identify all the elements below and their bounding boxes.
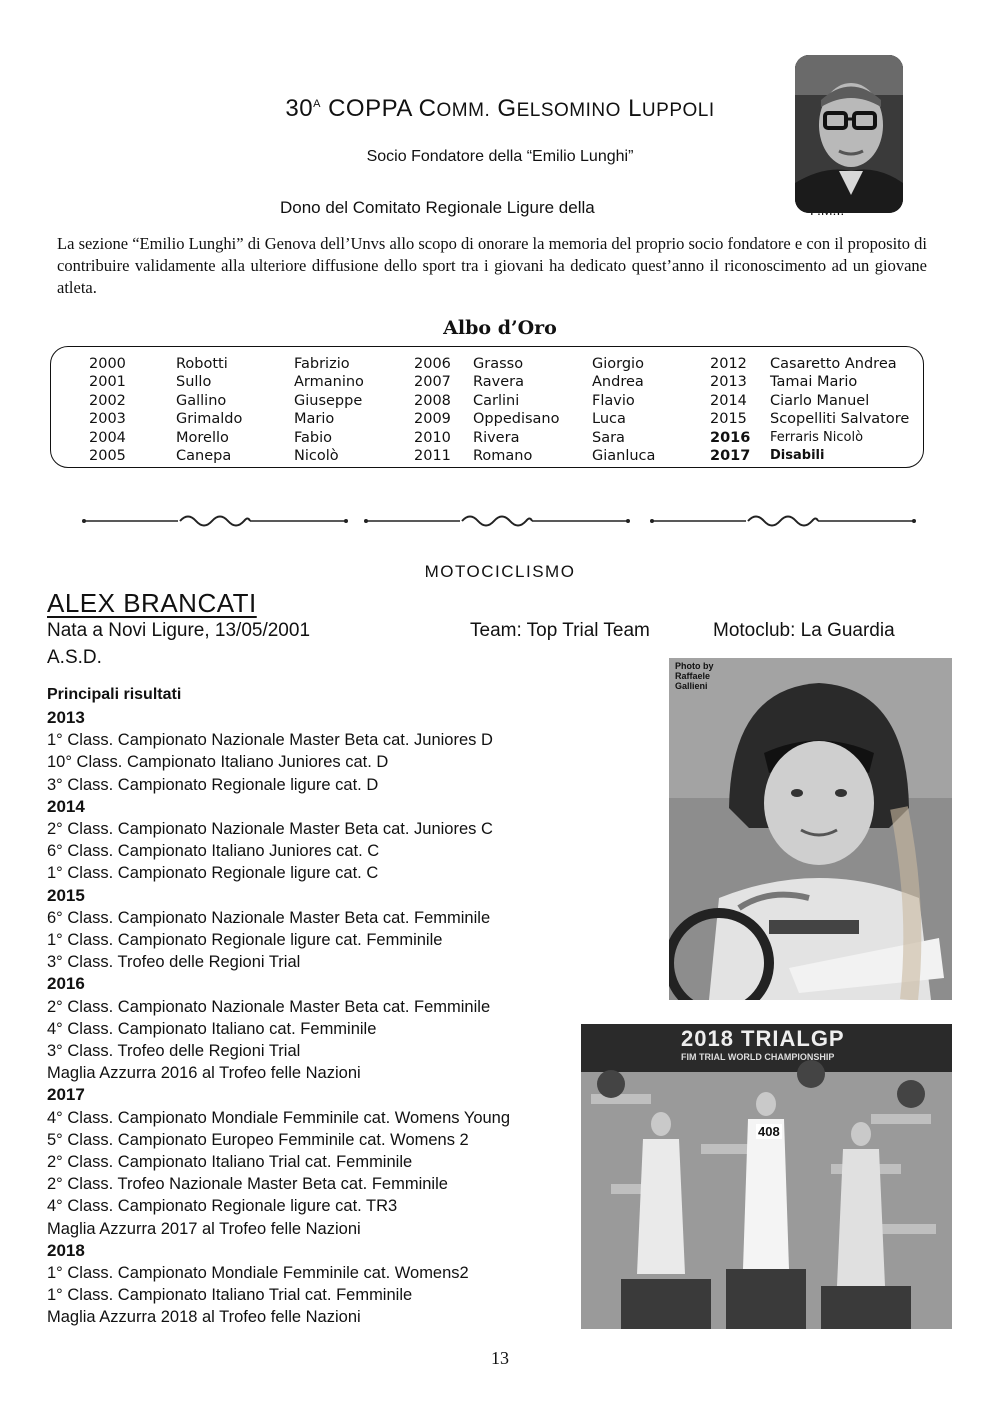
result-item: 4° Class. Campionato Italiano cat. Femminile <box>47 1019 377 1038</box>
albo-cell-y1: 2002 <box>89 392 126 409</box>
albo-cell-w3: Scopelliti Salvatore <box>770 411 910 428</box>
albo-cell-n1: Mario <box>294 411 335 428</box>
albo-cell-n2: Giorgio <box>592 356 644 372</box>
result-item: 1° Class. Campionato Italiano Trial cat. Femminile <box>47 1286 413 1305</box>
result-item: 1° Class. Campionato Regionale ligure cat. C <box>47 864 379 883</box>
albo-cell-n2: Flavio <box>592 392 635 409</box>
results-year: 2015 <box>47 885 85 905</box>
albo-cell-y2: 2010 <box>414 429 451 446</box>
result-item: 2° Class. Trofeo Nazionale Master Beta cat. Femminile <box>47 1175 448 1194</box>
albo-cell-s2: Ravera <box>473 374 524 391</box>
podium-banner: 2018 TRIALGP <box>681 1026 845 1051</box>
result-item: 10° Class. Campionato Italiano Juniores cat. D <box>47 753 389 772</box>
albo-cell-y1: 2003 <box>89 411 126 428</box>
albo-cell-y3: 2015 <box>710 411 747 428</box>
result-item: Maglia Azzurra 2018 al Trofeo felle Nazioni <box>47 1308 361 1327</box>
albo-cell-w3: Ferraris Nicolò <box>770 429 864 445</box>
results-list <box>47 707 587 1329</box>
albo-cell-y3: 2014 <box>710 392 747 409</box>
albo-cell-y2: 2011 <box>414 448 451 464</box>
albo-cell-n2: Gianluca <box>592 448 656 464</box>
albo-heading: Albo d’Oro <box>443 317 557 339</box>
page-number: 13 <box>491 1348 509 1368</box>
albo-cell-n1: Fabrizio <box>294 356 350 372</box>
results-year: 2016 <box>47 974 85 994</box>
albo-cell-w3: Tamai Mario <box>770 374 858 391</box>
albo-table <box>50 346 924 468</box>
podium-subbanner: FIM TRIAL WORLD CHAMPIONSHIP <box>681 1052 835 1062</box>
result-item: 1° Class. Campionato Regionale ligure cat. Femminile <box>47 931 443 950</box>
albo-cell-w3: Ciarlo Manuel <box>770 392 870 409</box>
athlete-club-cont: A.S.D. <box>47 647 102 668</box>
section-heading: MOTOCICLISMO <box>424 562 576 581</box>
albo-cell-s1: Sullo <box>176 374 212 391</box>
albo-cell-s1: Robotti <box>176 356 228 372</box>
albo-cell-y2: 2008 <box>414 392 451 409</box>
result-item: 4° Class. Campionato Mondiale Femminile cat. Womens Young <box>47 1108 511 1127</box>
albo-cell-y3: 2017 <box>710 448 751 464</box>
result-item: Maglia Azzurra 2016 al Trofeo felle Nazioni <box>47 1064 361 1083</box>
athlete-name: ALEX BRANCATI <box>47 588 257 618</box>
result-item: 2° Class. Campionato Italiano Trial cat. Femminile <box>47 1153 413 1172</box>
albo-cell-y3: 2012 <box>710 356 747 372</box>
albo-cell-w3: Casaretto Andrea <box>770 356 897 372</box>
subtitle: Socio Fondatore della “Emilio Lunghi” <box>366 148 634 165</box>
result-item: 6° Class. Campionato Nazionale Master Beta cat. Femminile <box>47 908 491 927</box>
albo-cell-s1: Canepa <box>176 448 232 464</box>
results-year: 2014 <box>47 796 85 816</box>
albo-cell-y2: 2009 <box>414 411 451 428</box>
albo-cell-s2: Grasso <box>473 356 524 372</box>
albo-cell-y2: 2007 <box>414 374 451 391</box>
donation-line: Dono del Comitato Regionale Ligure della <box>280 198 595 217</box>
albo-cell-s2: Oppedisano <box>473 411 560 428</box>
result-item: 6° Class. Campionato Italiano Juniores cat. C <box>47 842 380 861</box>
albo-cell-n2: Luca <box>592 411 626 428</box>
athlete-team: Team: Top Trial Team <box>470 620 650 641</box>
albo-cell-n2: Andrea <box>592 374 644 391</box>
ornament-divider <box>80 508 350 534</box>
result-item: 3° Class. Trofeo delle Regioni Trial <box>47 1042 301 1061</box>
albo-cell-s2: Romano <box>473 448 533 464</box>
albo-cell-y3: 2016 <box>710 429 751 446</box>
ornament-divider <box>648 508 918 534</box>
albo-cell-n1: Fabio <box>294 429 332 446</box>
albo-cell-s2: Rivera <box>473 429 520 446</box>
albo-cell-n1: Armanino <box>294 374 364 391</box>
albo-cell-y1: 2004 <box>89 429 126 446</box>
athlete-birth: Nata a Novi Ligure, 13/05/2001 <box>47 620 311 641</box>
result-item: 1° Class. Campionato Nazionale Master Beta cat. Juniores D <box>47 731 493 750</box>
result-item: 3° Class. Campionato Regionale ligure cat. D <box>47 775 379 794</box>
albo-cell-n2: Sara <box>592 429 625 446</box>
athlete-helmet-photo <box>669 658 952 1000</box>
albo-cell-y2: 2006 <box>414 356 451 372</box>
result-item: 3° Class. Trofeo delle Regioni Trial <box>47 953 301 972</box>
result-item: 2° Class. Campionato Nazionale Master Beta cat. Femminile <box>47 997 491 1016</box>
rider-number: 408 <box>758 1124 780 1139</box>
albo-cell-s2: Carlini <box>473 392 520 409</box>
page-title: $30^A$ COPPA COMM. GELSOMINO LUPPOLI <box>285 95 715 122</box>
albo-cell-n1: Giuseppe <box>294 392 363 409</box>
results-year: 2017 <box>47 1085 85 1105</box>
result-item: 1° Class. Campionato Mondiale Femminile cat. Womens2 <box>47 1264 469 1283</box>
athlete-club: Motoclub: La Guardia <box>713 620 895 641</box>
results-year: 2013 <box>47 708 85 727</box>
albo-cell-s1: Morello <box>176 429 229 446</box>
intro-paragraph: La sezione “Emilio Lunghi” di Genova dell’Unvs allo scopo di onorare la memoria del proprio socio fondatore e con il proposito di contribuire validamente alla ulteriore diffusione dello sport tra i giovani ha dedicato quest’anno il riconoscimento ad un giovane atleta. <box>57 234 927 297</box>
founder-portrait <box>795 55 903 213</box>
albo-cell-y1: 2001 <box>89 374 126 391</box>
result-item: 2° Class. Campionato Nazionale Master Beta cat. Juniores C <box>47 820 493 839</box>
albo-cell-y3: 2013 <box>710 374 747 391</box>
albo-cell-y1: 2005 <box>89 448 126 464</box>
albo-cell-s1: Gallino <box>176 392 227 409</box>
ornament-divider <box>362 508 632 534</box>
result-item: 5° Class. Campionato Europeo Femminile cat. Womens 2 <box>47 1130 469 1149</box>
albo-cell-s1: Grimaldo <box>176 411 243 428</box>
results-year: 2018 <box>47 1240 85 1260</box>
albo-cell-w3: Disabili <box>770 448 825 463</box>
albo-cell-y1: 2000 <box>89 356 126 372</box>
results-heading: Principali risultati <box>47 686 182 703</box>
albo-cell-n1: Nicolò <box>294 448 339 464</box>
podium-photo <box>581 1024 952 1329</box>
photo-credit: Photo by Raffaele Gallieni <box>675 661 714 691</box>
result-item: Maglia Azzurra 2017 al Trofeo felle Nazioni <box>47 1219 361 1238</box>
result-item: 4° Class. Campionato Regionale ligure cat. TR3 <box>47 1197 398 1216</box>
